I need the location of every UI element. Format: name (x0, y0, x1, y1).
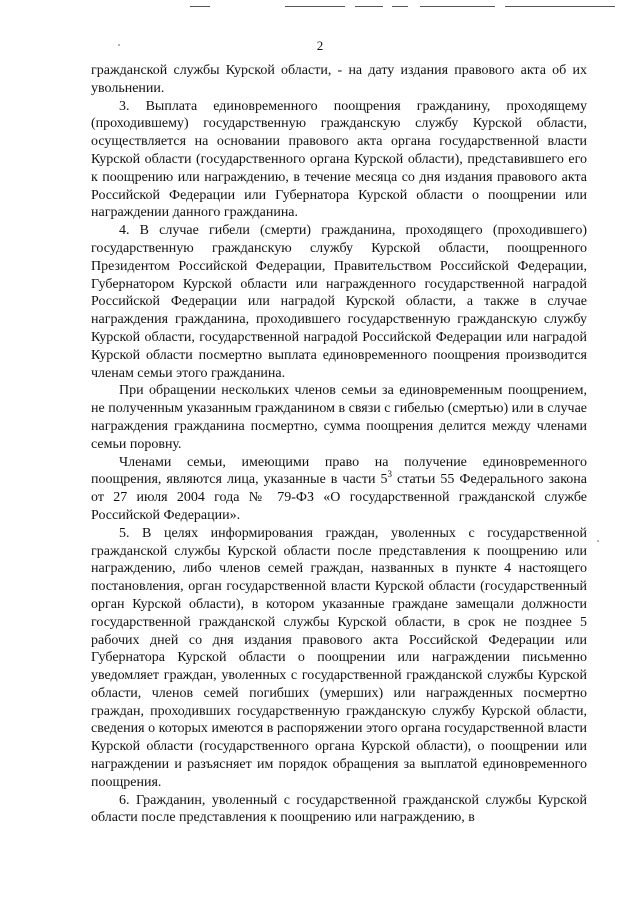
document-body (91, 62, 587, 827)
paragraph-continuation: гражданской службы Курской области, - на дату издания правового акта об их увольнении. (91, 63, 587, 96)
paragraph-family-members (91, 454, 587, 525)
scan-artifact-line (355, 6, 383, 7)
scan-artifact-line (285, 6, 345, 7)
paragraph-item-4: 4. В случае гибели (смерти) гражданина, проходящего (проходившего) государственную гражданскую службу Курской области, поощренного Президентом Российской Федерации, Правительством Российской Федерации, Губернатором Курской области или награжденного государственной наградой Российской Федерации или наградой Курской области, а также в случае награждения гражданина, проходившего государственную гражданскую службу Курской области, государственной наградой Российской Федерации или наградой Курской области посмертно выплата единовременного поощрения производится членам семьи этого гражданина. (91, 223, 587, 381)
scan-artifact-line (420, 6, 495, 7)
scan-speck (597, 540, 599, 542)
text-segment: статьи 55 Федерального закона от 27 июля 2004 года № 79-ФЗ «О государственной гражданской службе Российской Федерации». (91, 472, 587, 523)
superscript: 3 (387, 469, 393, 480)
scan-artifact-line (190, 6, 210, 7)
text-segment: Членами семьи, имеющими право на получение единовременного поощрения, являются лица, указанные в части 5 (91, 454, 587, 488)
paragraph-item-5: 5. В целях информирования граждан, уволенных с государственной гражданской службы Курской области после представления к поощрению или награждению, либо членов семей граждан, названных в пункте 4 настоящего постановления, орган государственной власти Курской области (государственный орган Курской области), в котором указанные граждане замещали должности государственной гражданской службы Курской области, в срок не позднее 5 рабочих дней со дня издания правового акта Российской Федерации или Губернатора Курской области о поощрении или награждении письменно уведомляет граждан, уволенных с государственной гражданской службы Курской области, членов семей погибших (умерших) или награжденных посмертно граждан, проходивших государственную гражданскую службу Курской области, сведения о которых имеются в распоряжении этого органа государственной власти Курской области (государственного органа Курской области), о поощрении или награждении и разъясняет им порядок обращения за выплатой единовременного поощрения. (91, 525, 587, 790)
scan-artifact-line (392, 6, 408, 7)
page-number: 2 (316, 38, 324, 53)
paragraph-multiple-family: При обращении нескольких членов семьи за единовременным поощрением, не полученным указанным гражданином в связи с гибелью (смертью) или в случае награждения гражданина посмертно, сумма поощрения делится между членами семьи поровну. (91, 383, 587, 452)
paragraph-item-6: 6. Гражданин, уволенный с государственной гражданской службы Курской области после представления к поощрению или награждению, в (91, 792, 587, 826)
paragraph-item-3: 3. Выплата единовременного поощрения гражданину, проходящему (проходившему) государственную гражданскую службу Курской области, осуществляется на основании правового акта органа государственной власти Курской области (государственного органа Курской области), представившего его к поощрению или награждению, в течение месяца со дня издания правового акта Российской Федерации или Губернатора Курской области о поощрении или награждении данного гражданина. (91, 98, 587, 221)
scan-artifact-line (505, 6, 615, 7)
